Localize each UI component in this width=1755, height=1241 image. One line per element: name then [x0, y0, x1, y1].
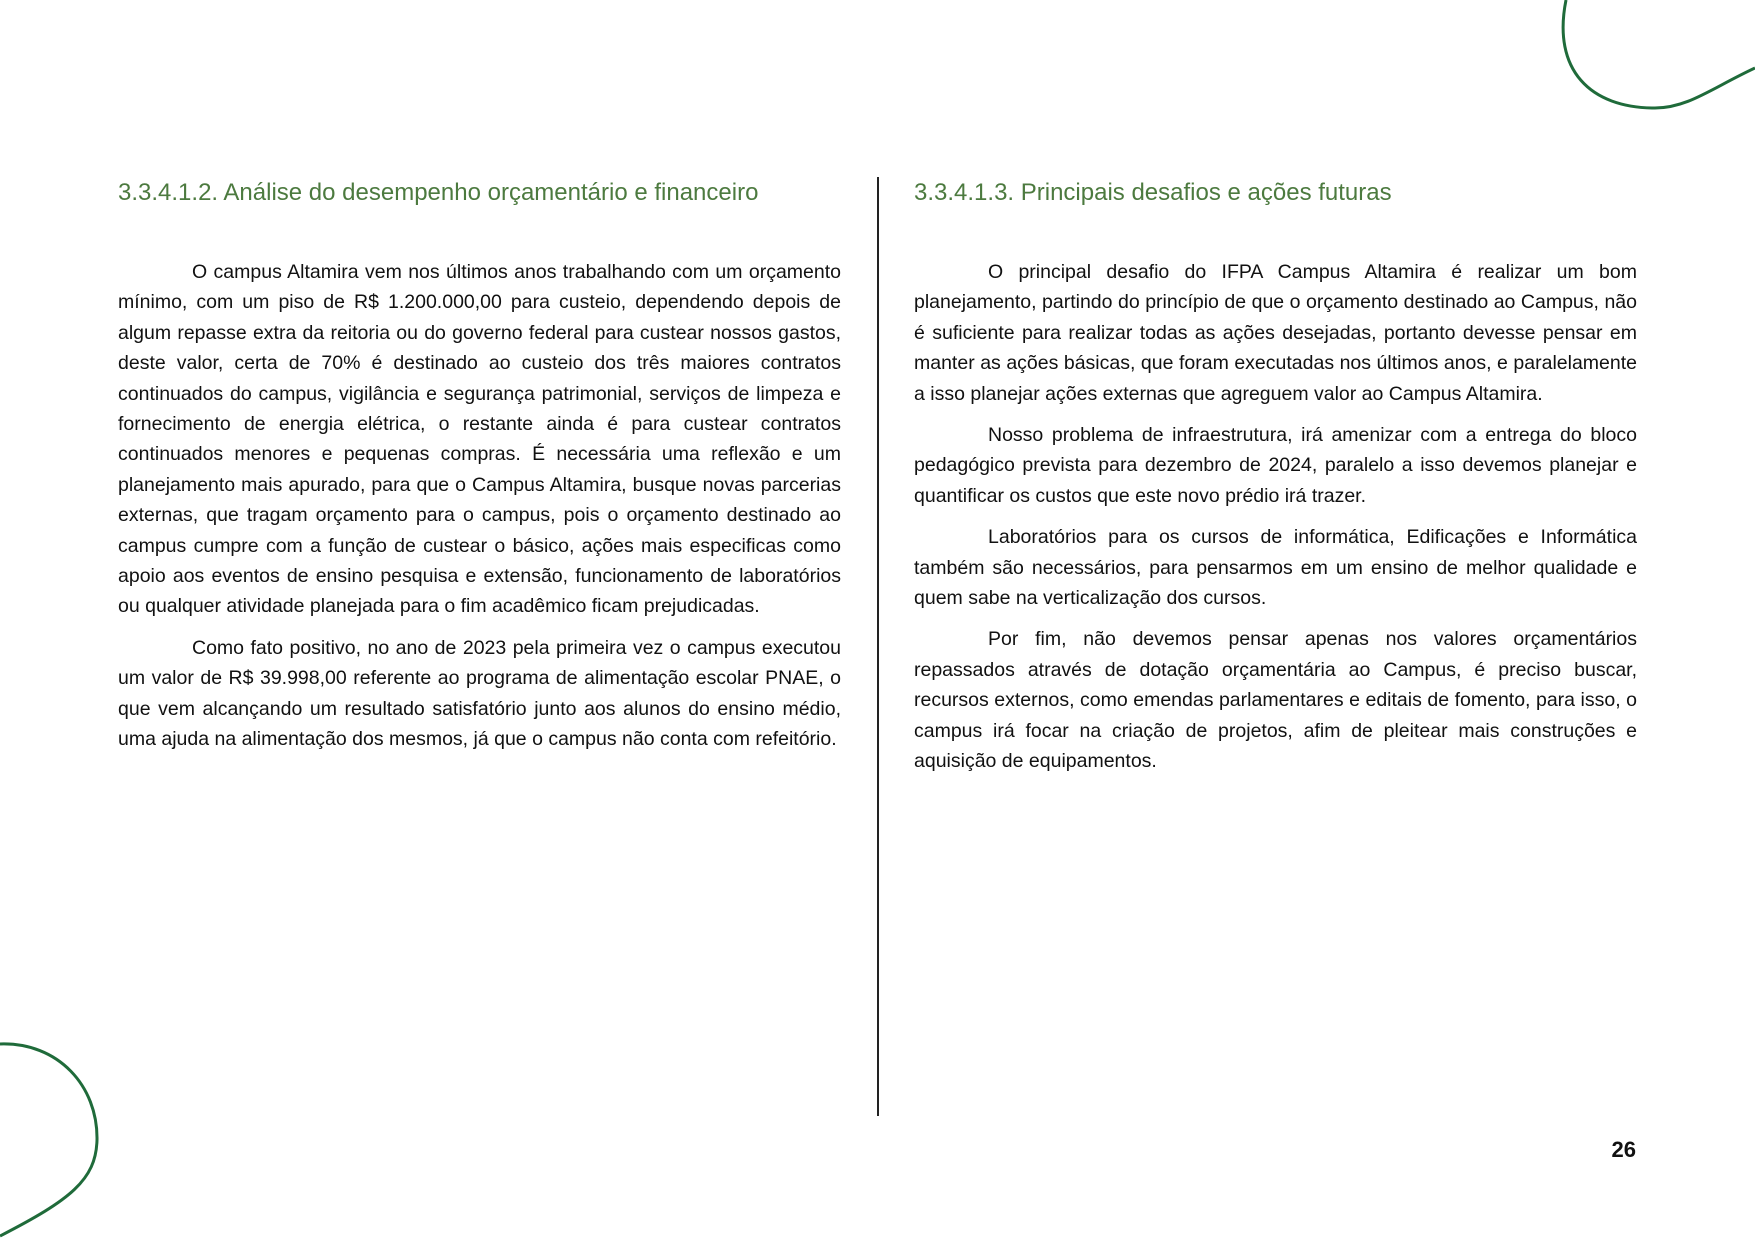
page-number: 26	[1611, 1137, 1636, 1162]
paragraph: O principal desafio do IFPA Campus Altamira é realizar um bom planejamento, partindo do princípio de que o orçamento destinado ao Campus, não é suficiente para realizar todas as ações desejadas, portanto devesse pensar em manter as ações básicas, que foram executadas nos últimos anos, e paralelamente a isso planejar ações externas que agreguem valor ao Campus Altamira.	[914, 261, 1637, 405]
bottom-left-arc-decoration	[0, 1044, 97, 1236]
paragraph: Por fim, não devemos pensar apenas nos valores orçamentários repassados através de dotação orçamentária ao Campus, é preciso buscar, recursos externos, como emendas parlamentares e editais de fomento, para isso, o campus irá focar na criação de projetos, afim de pleitear mais construções e aquisição de equipamentos.	[914, 628, 1637, 773]
top-right-arc-decoration	[1563, 0, 1755, 108]
section-budget-analysis	[118, 172, 841, 766]
paragraph: Nosso problema de infraestrutura, irá amenizar com a entrega do bloco pedagógico prevista para dezembro de 2024, paralelo a isso devemos planejar e quantificar os custos que este novo prédio irá trazer.	[914, 424, 1637, 507]
section-title: 3.3.4.1.2. Análise do desempenho orçamentário e financeiro	[118, 179, 759, 206]
section-title: 3.3.4.1.3. Principais desafios e ações futuras	[914, 179, 1392, 206]
paragraph: Como fato positivo, no ano de 2023 pela primeira vez o campus executou um valor de R$ 39.998,00 referente ao programa de alimentação escolar PNAE, o que vem alcançando um resultado satisfatório junto aos alunos do ensino médio, uma ajuda na alimentação dos mesmos, já que o campus não conta com refeitório.	[118, 636, 841, 751]
section-challenges-future-actions	[914, 172, 1637, 788]
paragraph: Laboratórios para os cursos de informática, Edificações e Informática também são necessários, para pensarmos em um ensino de melhor qualidade e quem sabe na verticalização dos cursos.	[914, 526, 1637, 610]
column-divider	[877, 177, 879, 1116]
paragraph: O campus Altamira vem nos últimos anos trabalhando com um orçamento mínimo, com um piso de R$ 1.200.000,00 para custeio, dependendo depois de algum repasse extra da reitoria ou do governo federal para custear nossos gastos, deste valor, certa de 70% é destinado ao custeio dos três maiores contratos continuados do campus, vigilância e segurança patrimonial, serviços de limpeza e fornecimento de energia elétrica, o restante ainda é para custear contratos continuados menores e pequenas compras. É necessária uma reflexão e um planejamento mais apurado, para que o Campus Altamira, busque novas parcerias externas, que tragam orçamento para o campus, pois o orçamento destinado ao campus cumpre com a função de custear o básico, ações mais especificas como apoio aos eventos de ensino pesquisa e extensão, funcionamento de laboratórios ou qualquer atividade planejada para o fim acadêmico ficam prejudicadas.	[118, 261, 841, 618]
